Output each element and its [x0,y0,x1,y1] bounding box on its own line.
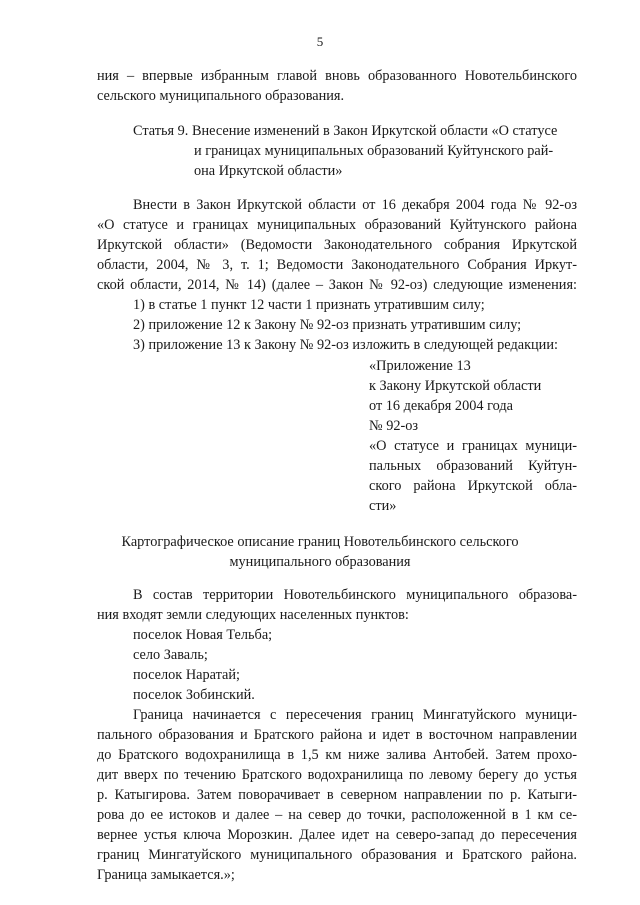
text-line: сельского муниципального образования. [97,88,345,104]
list-item: поселок Новая Тельба; [133,627,273,643]
page-number: 5 [316,34,324,49]
text-line: границ Мингатуйского муниципального образования и Братского района. [97,847,577,863]
list-item: 3) приложение 13 к Закону № 92-оз изложить в следующей редакции: [133,337,558,353]
text-line: Картографическое описание границ Новотельбинского сельского [121,534,519,550]
text-line: Иркутской области» (Ведомости Законодательного собрания Иркутской [97,237,577,253]
list-item: поселок Зобинский. [133,687,255,703]
text-line: ния входят земли следующих населенных пунктов: [97,607,409,623]
text-line: от 16 декабря 2004 года [369,398,513,414]
text-line: «О статусе и границах муници- [369,438,577,454]
text-line: пального образования и Братского района и идет в восточном направлении [97,727,577,743]
text-line: Граница начинается с пересечения границ Мингатуйского муници- [133,707,577,723]
text-line: она Иркутской области» [194,163,343,179]
text-line: сти» [369,498,397,514]
text-line: к Закону Иркутской области [369,378,542,394]
list-item: 1) в статье 1 пункт 12 части 1 признать утратившим силу; [133,297,485,313]
text-line: В состав территории Новотельбинского муниципального образова- [133,587,577,603]
text-line: рова до ее истоков и далее – на север до точки, расположенной в 1 км се- [97,807,577,823]
text-line: № 92-оз [369,418,419,434]
text-line: «Приложение 13 [369,358,471,374]
text-line: «О статусе и границах муниципальных образований Куйтунского района [97,217,577,233]
list-item: село Заваль; [133,647,208,663]
text-line: ния – впервые избранным главой вновь образованного Новотельбинского [97,68,577,84]
text-line: области, 2004, № 3, т. 1; Ведомости Законодательного Собрания Иркут- [97,257,577,273]
text-line: до Братского водохранилища в 1,5 км ниже залива Антобей. Затем прохо- [97,747,577,763]
text-line: ского района Иркутской обла- [369,478,577,494]
text-line: Статья 9. Внесение изменений в Закон Иркутской области «О статусе [133,123,558,139]
text-line: вернее устья ключа Морозкин. Далее идет на северо-запад до пересечения [97,827,577,843]
text-line: дит вверх по течению Братского водохранилища по левому берегу до устья [97,767,577,783]
text-line: Внести в Закон Иркутской области от 16 декабря 2004 года № 92-оз [133,197,577,213]
text-line: муниципального образования [229,554,411,570]
list-item: 2) приложение 12 к Закону № 92-оз признать утратившим силу; [133,317,522,333]
text-line: р. Катыгирова. Затем поворачивает в северном направлении по р. Катыги- [97,787,577,803]
list-item: поселок Наратай; [133,667,241,683]
text-line: пальных образований Куйтун- [369,458,577,474]
text-line: и границах муниципальных образований Куйтунского рай- [194,143,554,159]
text-line: Граница замыкается.»; [97,867,235,883]
text-line: ской области, 2014, № 14) (далее – Закон № 92-оз) следующие изменения: [97,277,577,293]
